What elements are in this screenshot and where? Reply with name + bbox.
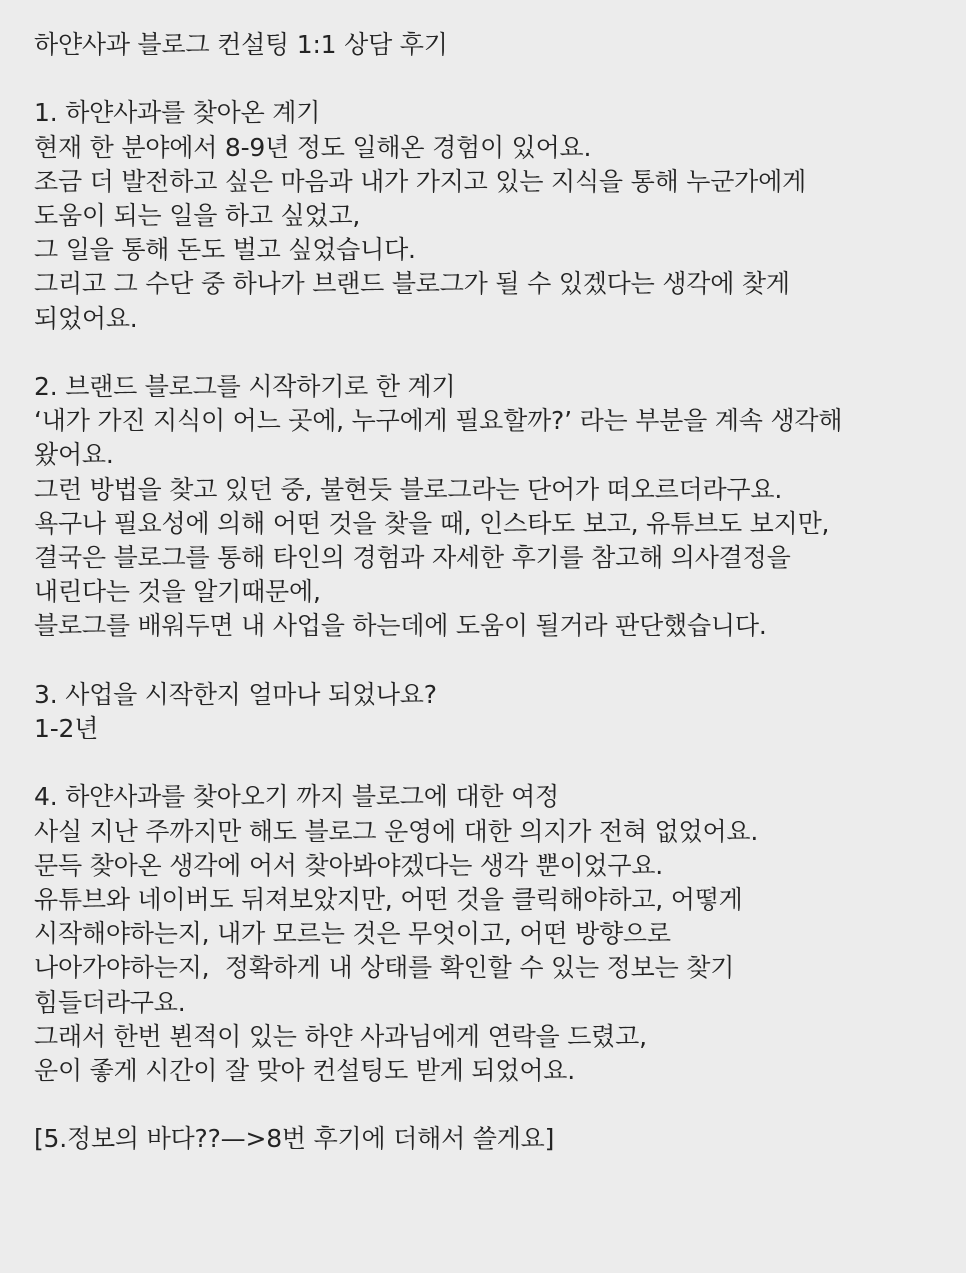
paragraph-line: 그 일을 통해 돈도 벌고 싶었습니다. (34, 235, 416, 265)
paragraph-line: 나아가야하는지, 정확하게 내 상태를 확인할 수 있는 정보는 찾기 (34, 953, 735, 983)
paragraph-line: 되었어요. (34, 303, 138, 333)
blank-line (34, 746, 940, 780)
paragraph-line: 조금 더 발전하고 싶은 마음과 내가 가지고 있는 지식을 통해 누군가에게 (34, 166, 807, 196)
document-title: 하얀사과 블로그 컨설팅 1:1 상담 후기 (34, 30, 448, 59)
paragraph-line: 운이 좋게 시간이 잘 맞아 컨설팅도 받게 되었어요. (34, 1056, 575, 1086)
blank-line (34, 644, 940, 678)
paragraph-line: 결국은 블로그를 통해 타인의 경험과 자세한 후기를 참고해 의사결정을 (34, 543, 791, 573)
paragraph-line: 시작해야하는지, 내가 모르는 것은 무엇이고, 어떤 방향으로 (34, 919, 671, 949)
paragraph-line: 힘들더라구요. (34, 987, 186, 1017)
paragraph-line: 왔어요. (34, 440, 114, 470)
section-2 (34, 370, 940, 644)
paragraph-line: 블로그를 배워두면 내 사업을 하는데에 도움이 될거라 판단했습니다. (34, 611, 767, 641)
paragraph-line: 욕구나 필요성에 의해 어떤 것을 찾을 때, 인스타도 보고, 유튜브도 보지만, (34, 508, 830, 538)
section-heading: 4. 하얀사과를 찾아오기 까지 블로그에 대한 여정 (34, 782, 559, 812)
footer-note: [5.정보의 바다??—>8번 후기에 더해서 쓸게요] (34, 1124, 555, 1154)
paragraph-line: 도움이 되는 일을 하고 싶었고, (34, 201, 361, 230)
paragraph-line: 그래서 한번 뵌적이 있는 하얀 사과님에게 연락을 드렸고, (34, 1021, 647, 1051)
paragraph-line: 유튜브와 네이버도 뒤져보았지만, 어떤 것을 클릭해야하고, 어떻게 (34, 885, 743, 915)
section-heading: 2. 브랜드 블로그를 시작하기로 한 계기 (34, 372, 456, 401)
section-heading: 3. 사업을 시작한지 얼마나 되었나요? (34, 679, 437, 709)
paragraph-line: 사실 지난 주까지만 해도 블로그 운영에 대한 의지가 전혀 없었어요. (34, 816, 759, 846)
blank-line (34, 62, 940, 96)
paragraph-line: 내린다는 것을 알기때문에, (34, 577, 321, 607)
paragraph-line: 문득 찾아온 생각에 어서 찾아봐야겠다는 생각 뿐이었구요. (34, 850, 664, 880)
paragraph-line: ‘내가 가진 지식이 어느 곳에, 누구에게 필요할까?’ 라는 부분을 계속 생각해 (34, 406, 843, 436)
paragraph-line: 그리고 그 수단 중 하나가 브랜드 블로그가 될 수 있겠다는 생각에 찾게 (34, 269, 790, 299)
blank-line (34, 1088, 940, 1122)
section-3 (34, 678, 940, 746)
blank-line (34, 336, 940, 370)
paragraph-line: 1-2년 (34, 714, 99, 744)
section-1 (34, 96, 940, 335)
section-4 (34, 780, 940, 1088)
section-heading: 1. 하얀사과를 찾아온 계기 (34, 98, 321, 128)
paragraph-line: 그런 방법을 찾고 있던 중, 불현듯 블로그라는 단어가 떠오르더라구요. (34, 474, 783, 504)
paragraph-line: 현재 한 분야에서 8-9년 정도 일해온 경험이 있어요. (34, 132, 592, 162)
